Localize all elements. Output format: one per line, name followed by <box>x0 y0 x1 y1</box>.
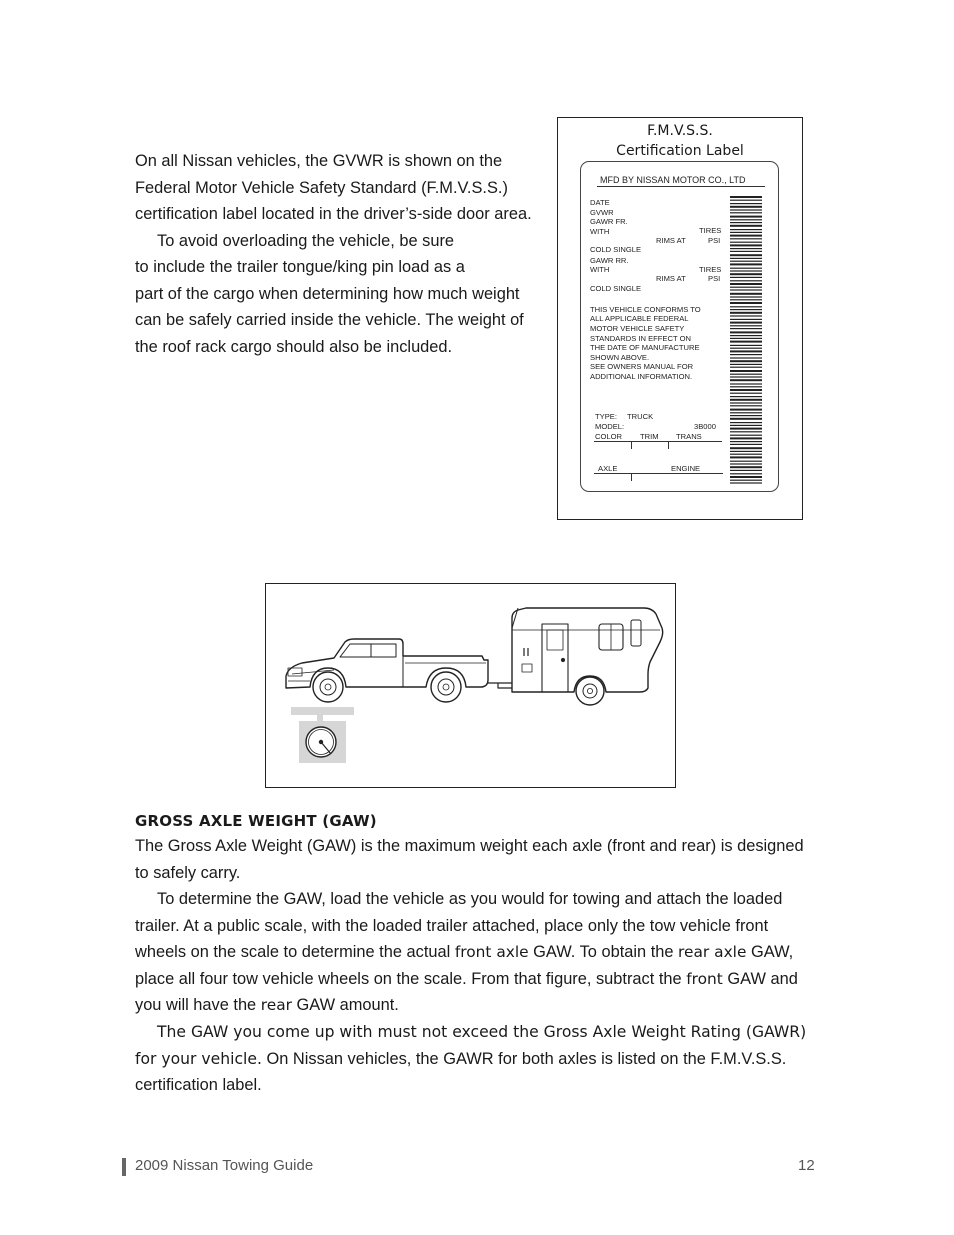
intro-line: to include the trailer tongue/king pin load as a <box>135 258 465 276</box>
barcode-bar <box>730 283 762 285</box>
barcode-bar <box>730 287 762 288</box>
barcode-bar <box>730 296 762 297</box>
barcode-bar <box>730 325 762 326</box>
gaw-paragraph-2 <box>135 886 798 1019</box>
barcode-bar <box>730 354 762 355</box>
barcode-bar <box>730 293 762 295</box>
label-with: WITH <box>590 227 610 236</box>
barcode-bar <box>730 341 762 343</box>
barcode-bar <box>730 238 762 239</box>
footer-bar <box>122 1158 126 1176</box>
barcode-bar <box>730 200 762 201</box>
intro-line: the roof rack cargo should also be included. <box>135 337 453 356</box>
label-conformity-line: SEE OWNERS MANUAL FOR <box>590 362 694 371</box>
highlight-rear-axle: rear axle <box>678 943 747 961</box>
barcode-bar <box>730 219 762 220</box>
label-cold-single: COLD SINGLE <box>590 284 642 293</box>
paragraph-line: to safely carry. <box>135 863 241 882</box>
label-title-line2: Certification Label <box>616 143 744 159</box>
label-model-value: 3B000 <box>694 422 716 431</box>
barcode-bar <box>730 209 762 210</box>
barcode-bar <box>730 248 762 249</box>
barcode-bar <box>730 376 762 377</box>
label-divider <box>631 441 632 449</box>
label-engine: ENGINE <box>671 464 701 473</box>
barcode-bar <box>730 461 762 462</box>
barcode-bar <box>730 251 762 252</box>
intro-line: certification label located in the driver’s-side door area. <box>135 205 532 223</box>
barcode-bar <box>730 482 762 483</box>
barcode-bar <box>730 444 762 445</box>
barcode-bar <box>730 441 762 442</box>
page-number: 12 <box>798 1157 815 1174</box>
barcode-bar <box>730 244 762 246</box>
paragraph-line: To determine the GAW, load the vehicle as you would for towing and attach the loaded <box>157 890 783 908</box>
label-title-line1: F.M.V.S.S. <box>647 123 713 139</box>
barcode-graphic <box>730 196 762 486</box>
barcode-bar <box>730 254 762 256</box>
label-divider <box>597 186 765 187</box>
barcode-bar <box>730 338 762 339</box>
label-conformity-line: THIS VEHICLE CONFORMS TO <box>590 305 701 314</box>
barcode-bar <box>730 431 762 432</box>
barcode-bar <box>730 315 762 316</box>
gaw-paragraph-1 <box>135 833 804 886</box>
barcode-bar <box>730 331 762 333</box>
barcode-bar <box>730 216 762 218</box>
intro-line: On all Nissan vehicles, the GVWR is shown on the <box>135 152 503 170</box>
barcode-bar <box>730 348 762 349</box>
barcode-bar <box>730 235 762 237</box>
barcode-bar <box>730 242 762 243</box>
front-wheel-icon <box>313 672 343 702</box>
label-psi: PSI <box>708 236 721 245</box>
label-conformity-line: STANDARDS IN EFFECT ON <box>590 334 691 343</box>
barcode-bar <box>730 328 762 329</box>
barcode-bar <box>730 206 762 208</box>
barcode-bar <box>730 203 762 204</box>
barcode-bar <box>730 261 762 262</box>
label-gvwr: GVWR <box>590 208 614 217</box>
label-cold-single: COLD SINGLE <box>590 245 642 254</box>
barcode-bar <box>730 360 762 362</box>
barcode-bar <box>730 306 762 307</box>
label-divider <box>594 441 722 442</box>
highlight-front-axle: front axle <box>454 943 529 961</box>
rear-wheel-icon <box>431 672 461 702</box>
label-tires: TIRES <box>699 265 722 274</box>
barcode-bar <box>730 370 762 372</box>
paragraph-line: trailer. At a public scale, with the loaded trailer attached, place only the tow vehicle front <box>135 916 769 935</box>
label-psi: PSI <box>708 274 721 283</box>
barcode-bar <box>730 393 762 394</box>
barcode-bar <box>730 273 762 275</box>
barcode-bar <box>730 399 762 401</box>
label-type-value: TRUCK <box>627 412 654 421</box>
truck-trailer-drawing <box>266 584 675 787</box>
intro-paragraph <box>135 148 532 360</box>
barcode-bar <box>730 222 762 223</box>
label-gawr-rr: GAWR RR. <box>590 256 629 265</box>
barcode-bar <box>730 350 762 352</box>
barcode-bar <box>730 435 762 436</box>
section-heading: GROSS AXLE WEIGHT (GAW) <box>135 812 377 830</box>
footer-title: 2009 Nissan Towing Guide <box>135 1157 314 1174</box>
intro-line: can be safely carried inside the vehicle. The weight of <box>135 311 524 329</box>
intro-line: part of the cargo when determining how much weight <box>135 284 520 303</box>
barcode-bar <box>730 437 762 439</box>
barcode-bar <box>730 418 762 420</box>
paragraph-line: for your vehicle. On Nissan vehicles, the GAWR for both axles is listed on the F.M.V.S.S. <box>135 1049 787 1068</box>
barcode-bar <box>730 357 762 358</box>
highlight-front: front <box>686 969 723 988</box>
barcode-bar <box>730 335 762 336</box>
certification-label-title <box>557 121 803 161</box>
label-model: MODEL: <box>595 422 625 431</box>
barcode-bar <box>730 268 762 269</box>
label-axle: AXLE <box>598 464 618 473</box>
label-rims-at: RIMS AT <box>656 236 686 245</box>
label-with: WITH <box>590 265 610 274</box>
scale-platform <box>291 707 354 715</box>
barcode-bar <box>730 302 762 304</box>
label-conformity-line: MOTOR VEHICLE SAFETY <box>590 324 685 333</box>
label-manufacturer: MFD BY NISSAN MOTOR CO., LTD <box>600 175 746 185</box>
barcode-bar <box>730 319 762 320</box>
label-divider <box>594 473 723 474</box>
barcode-bar <box>730 232 762 233</box>
label-conformity-line: ADDITIONAL INFORMATION. <box>590 372 693 381</box>
label-divider <box>631 473 632 481</box>
label-conformity-line: ALL APPLICABLE FEDERAL <box>590 314 689 323</box>
highlight-rear: rear <box>260 996 292 1014</box>
scale-post <box>317 715 323 722</box>
barcode-bar <box>730 428 762 430</box>
label-trim: TRIM <box>640 432 659 441</box>
label-divider <box>668 441 669 449</box>
barcode-bar <box>730 212 762 213</box>
paragraph-line: place all four tow vehicle wheels on the scale. From that figure, subtract the front GAW and <box>135 969 798 988</box>
barcode-bar <box>730 258 762 259</box>
barcode-bar <box>730 322 762 324</box>
barcode-bar <box>730 379 762 381</box>
label-gawr-fr: GAWR FR. <box>590 217 628 226</box>
barcode-bar <box>730 463 762 464</box>
barcode-bar <box>730 396 762 397</box>
barcode-bar <box>730 225 762 227</box>
barcode-bar <box>730 447 762 449</box>
label-date: DATE <box>590 198 610 207</box>
barcode-bar <box>730 229 762 230</box>
barcode-bar <box>730 383 762 384</box>
barcode-bar <box>730 386 762 387</box>
label-rims-at: RIMS AT <box>656 274 686 283</box>
barcode-bar <box>730 402 762 403</box>
intro-line: To avoid overloading the vehicle, be sure <box>157 231 455 250</box>
barcode-bar <box>730 473 762 474</box>
barcode-bar <box>730 470 762 471</box>
paragraph-line: wheels on the scale to determine the actual front axle GAW. To obtain the rear axle GAW, <box>135 943 794 961</box>
emphasis-line: The GAW you come up with must not exceed the Gross Axle Weight Rating (GAWR) <box>157 1023 807 1041</box>
intro-line: Federal Motor Vehicle Safety Standard (F.M.V.S.S.) <box>135 178 508 197</box>
barcode-bar <box>730 456 762 458</box>
barcode-bar <box>730 280 762 281</box>
barcode-bar <box>730 270 762 271</box>
barcode-bar <box>730 476 762 478</box>
barcode-bar <box>730 466 762 468</box>
label-conformity-line: THE DATE OF MANUFACTURE <box>590 343 700 352</box>
label-color: COLOR <box>595 432 623 441</box>
label-conformity-line: SHOWN ABOVE. <box>590 353 650 362</box>
barcode-bar <box>730 405 762 406</box>
barcode-bar <box>730 374 762 375</box>
paragraph-line: certification label. <box>135 1076 262 1094</box>
barcode-bar <box>730 312 762 314</box>
paragraph-line: The Gross Axle Weight (GAW) is the maximum weight each axle (front and rear) is designed <box>135 837 804 855</box>
trailer-wheel-icon <box>576 677 604 705</box>
barcode-bar <box>730 480 762 481</box>
label-type: TYPE: <box>595 412 617 421</box>
paragraph-line: you will have the rear GAW amount. <box>135 996 399 1014</box>
barcode-bar <box>730 454 762 455</box>
label-tires: TIRES <box>699 226 722 235</box>
emphasis-text: for your vehicle. <box>135 1049 262 1068</box>
barcode-bar <box>730 345 762 346</box>
barcode-bar <box>730 409 762 411</box>
barcode-bar <box>730 299 762 300</box>
hitch-icon <box>488 683 512 688</box>
barcode-bar <box>730 425 762 426</box>
gaw-paragraph-3 <box>135 1019 806 1099</box>
barcode-bar <box>730 309 762 310</box>
barcode-bar <box>730 364 762 365</box>
barcode-bar <box>730 451 762 452</box>
barcode-bar <box>730 277 762 278</box>
barcode-bar <box>730 389 762 391</box>
barcode-bar <box>730 422 762 423</box>
barcode-bar <box>730 263 762 265</box>
barcode-bar <box>730 415 762 416</box>
barcode-bar <box>730 367 762 368</box>
barcode-bar <box>730 196 762 198</box>
label-trans: TRANS <box>676 432 702 441</box>
barcode-bar <box>730 412 762 413</box>
barcode-bar <box>730 289 762 290</box>
